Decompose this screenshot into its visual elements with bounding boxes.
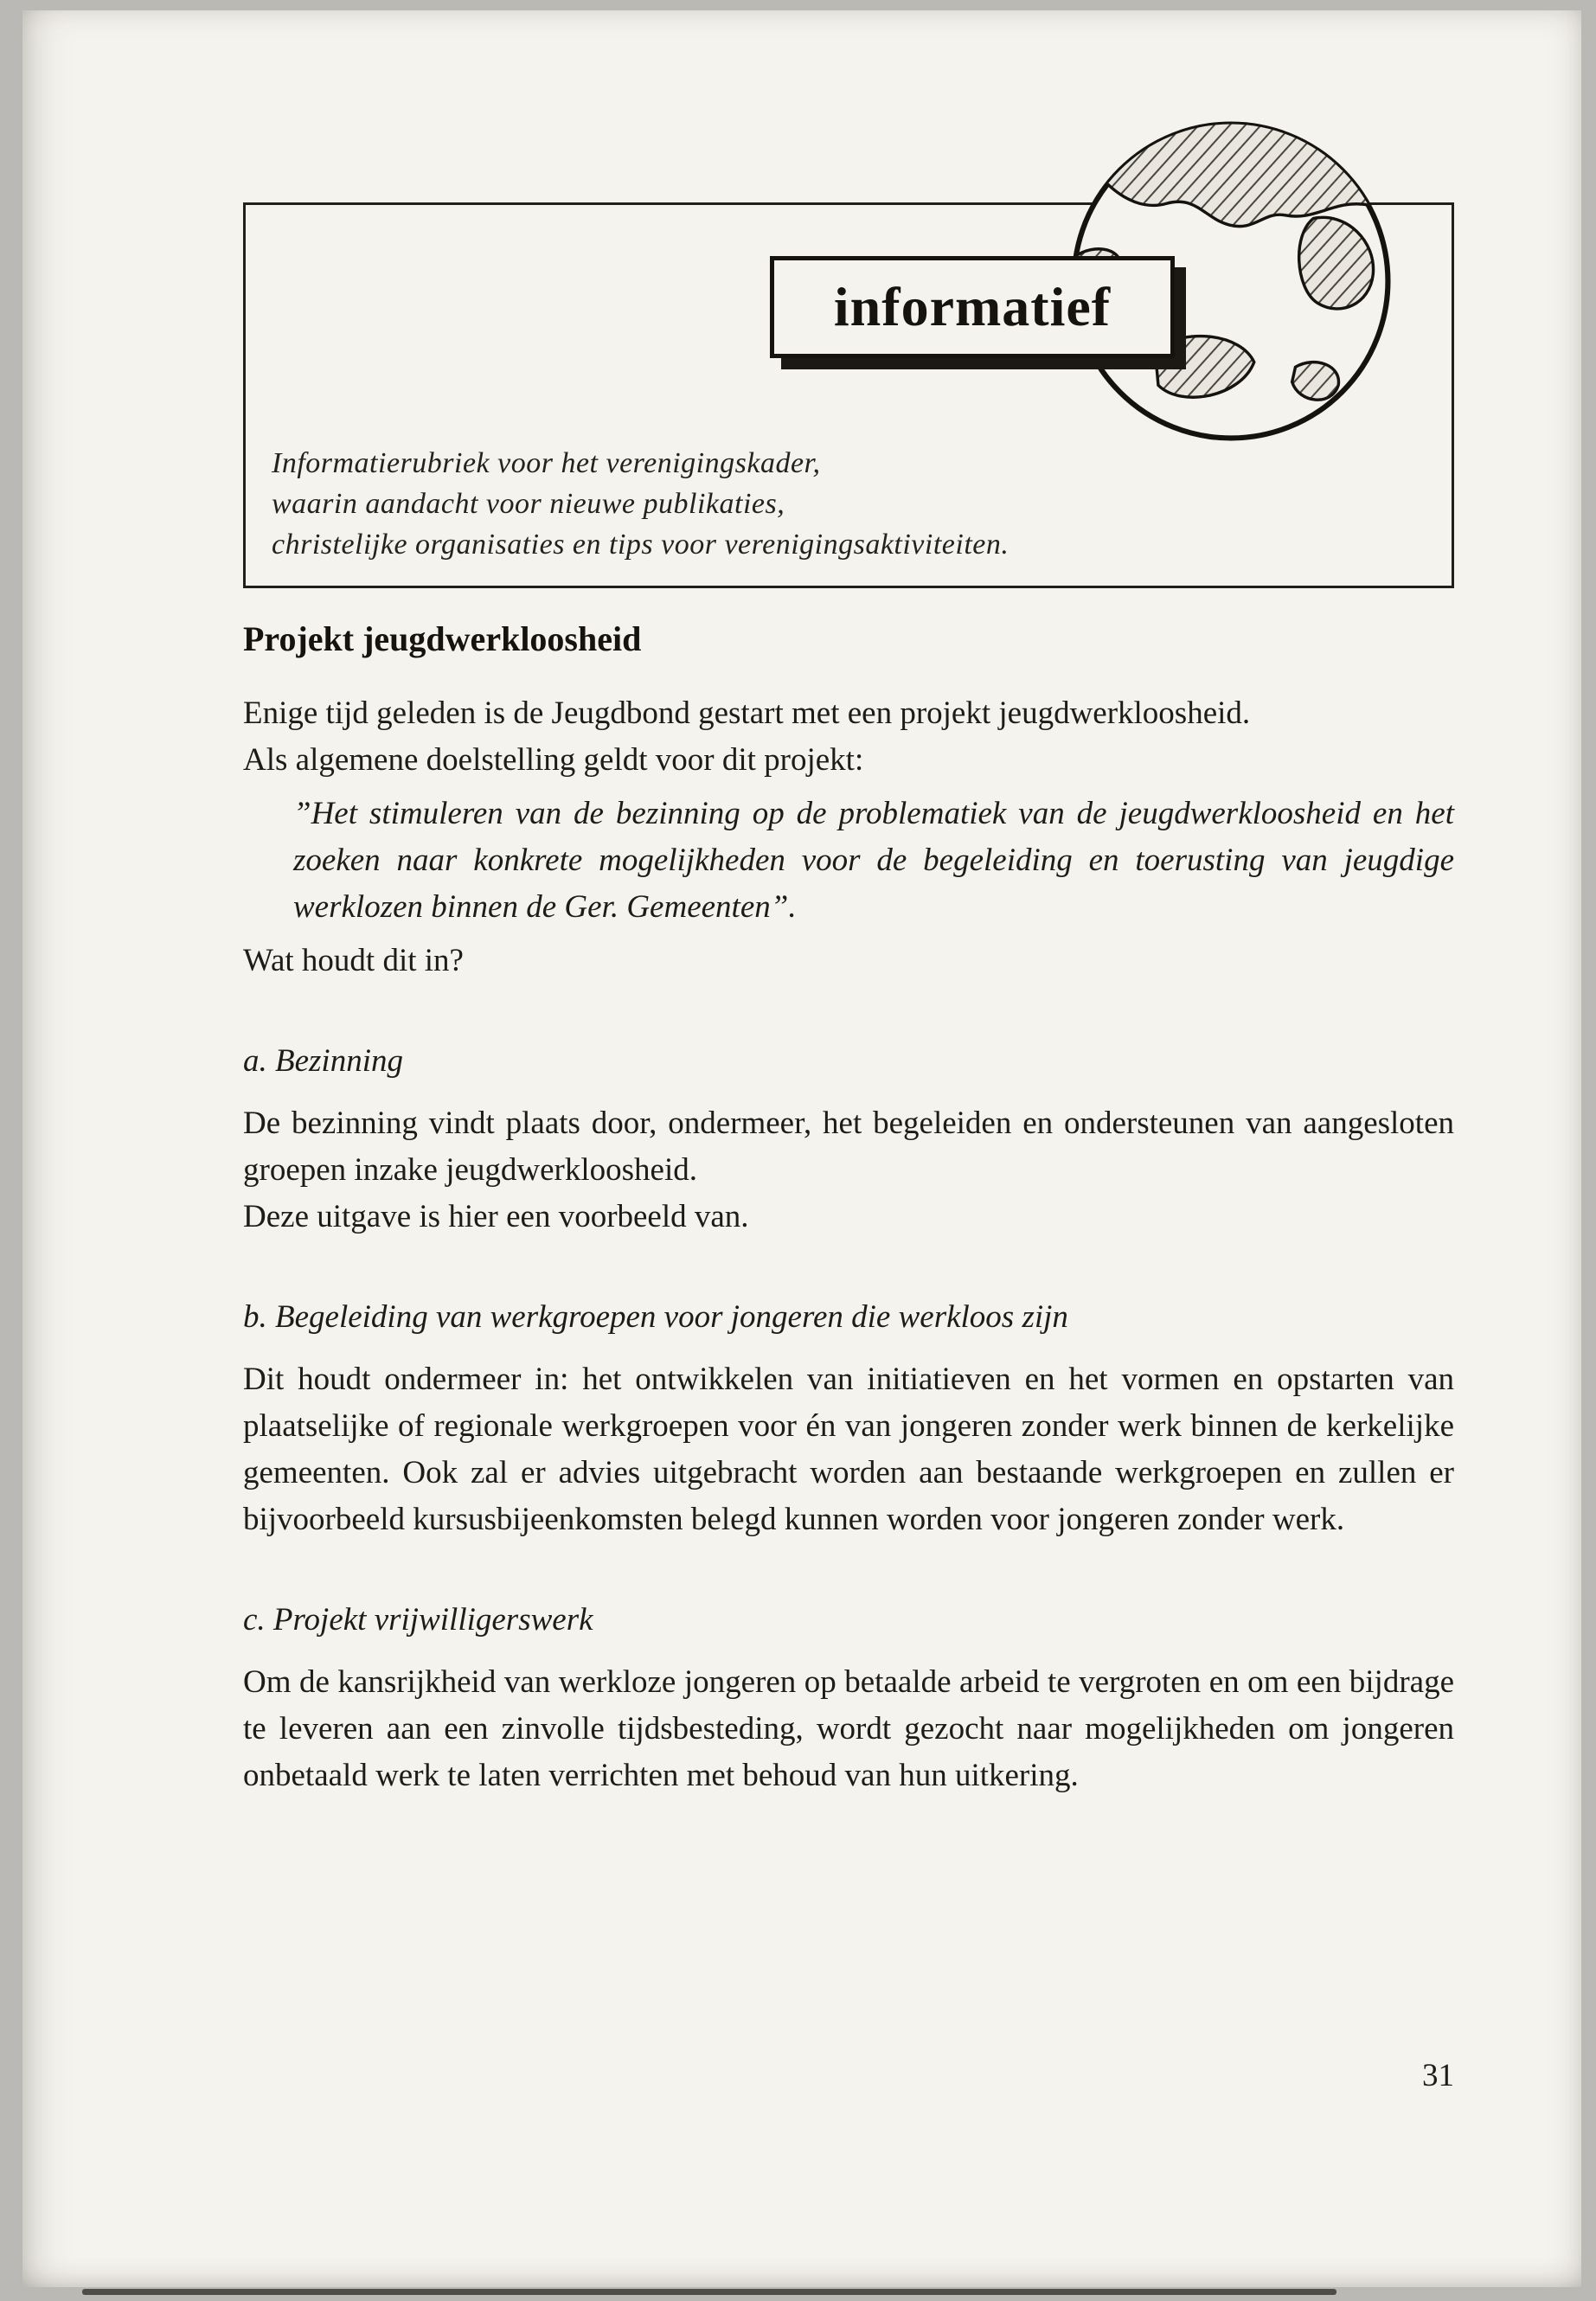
article-paragraph: Als algemene doelstelling geldt voor dit projekt: <box>243 742 864 778</box>
magazine-page <box>22 10 1581 2287</box>
article-paragraph: Wat houdt dit in? <box>243 943 464 978</box>
page-number: 31 <box>1422 2058 1454 2093</box>
rubric-intro-line: waarin aandacht voor nieuwe publikaties, <box>272 488 785 520</box>
article-paragraph: Enige tijd geleden is de Jeugdbond gestart met een projekt jeugdwerkloosheid. <box>243 695 1251 731</box>
article-paragraph: Dit houdt ondermeer in: het ontwikkelen van initiatieven en het vormen en opstarten van plaatselijke of regionale werkgroepen voor én van jongeren zonder werk binnen de kerkelijke gemeenten. Ook zal er advies uitgebracht worden aan bestaande werkgroepen en zullen er bijvoorbeeld kursusbijeenkomsten belegd kunnen worden voor jongeren zonder werk. <box>243 1362 1454 1537</box>
article-title: Projekt jeugdwerkloosheid <box>243 619 642 658</box>
scan-edge-shadow <box>82 2289 1336 2295</box>
article-paragraph: Deze uitgave is hier een voorbeeld van. <box>243 1199 749 1234</box>
article-paragraph: De bezinning vindt plaats door, ondermeer, het begeleiden en ondersteunen van aangesloten groepen inzake jeugdwerkloosheid. <box>243 1106 1454 1188</box>
rubric-intro-line: Informatierubriek voor het verenigingskader, <box>272 447 821 479</box>
rubric-title: informatief <box>833 276 1112 337</box>
rubric-intro-line: christelijke organisaties en tips voor verenigingsaktiviteiten. <box>272 529 1010 561</box>
article-paragraph: Om de kansrijkheid van werkloze jongeren op betaalde arbeid te vergroten en om een bijdrage te leveren aan een zinvolle tijdsbesteding, wordt gezocht naar mogelijkheden om jongeren onbetaald werk te laten verrichten met behoud van hun uitkering. <box>243 1664 1454 1793</box>
rubric-title-badge <box>770 256 1175 358</box>
section-heading-b: b. Begeleiding van werkgroepen voor jongeren die werkloos zijn <box>243 1299 1068 1335</box>
article <box>243 616 1454 1799</box>
section-heading-a: a. Bezinning <box>243 1043 403 1079</box>
rubric-intro-text <box>272 443 1009 565</box>
project-goal-quote: ”Het stimuleren van de bezinning op de problematiek van de jeugdwerkloosheid en het zoeken naar konkrete mogelijkheden voor de begeleiding en toerusting van jeugdige werklozen binnen de Ger. Gemeenten”. <box>293 796 1454 925</box>
section-heading-c: c. Projekt vrijwilligerswerk <box>243 1602 593 1638</box>
